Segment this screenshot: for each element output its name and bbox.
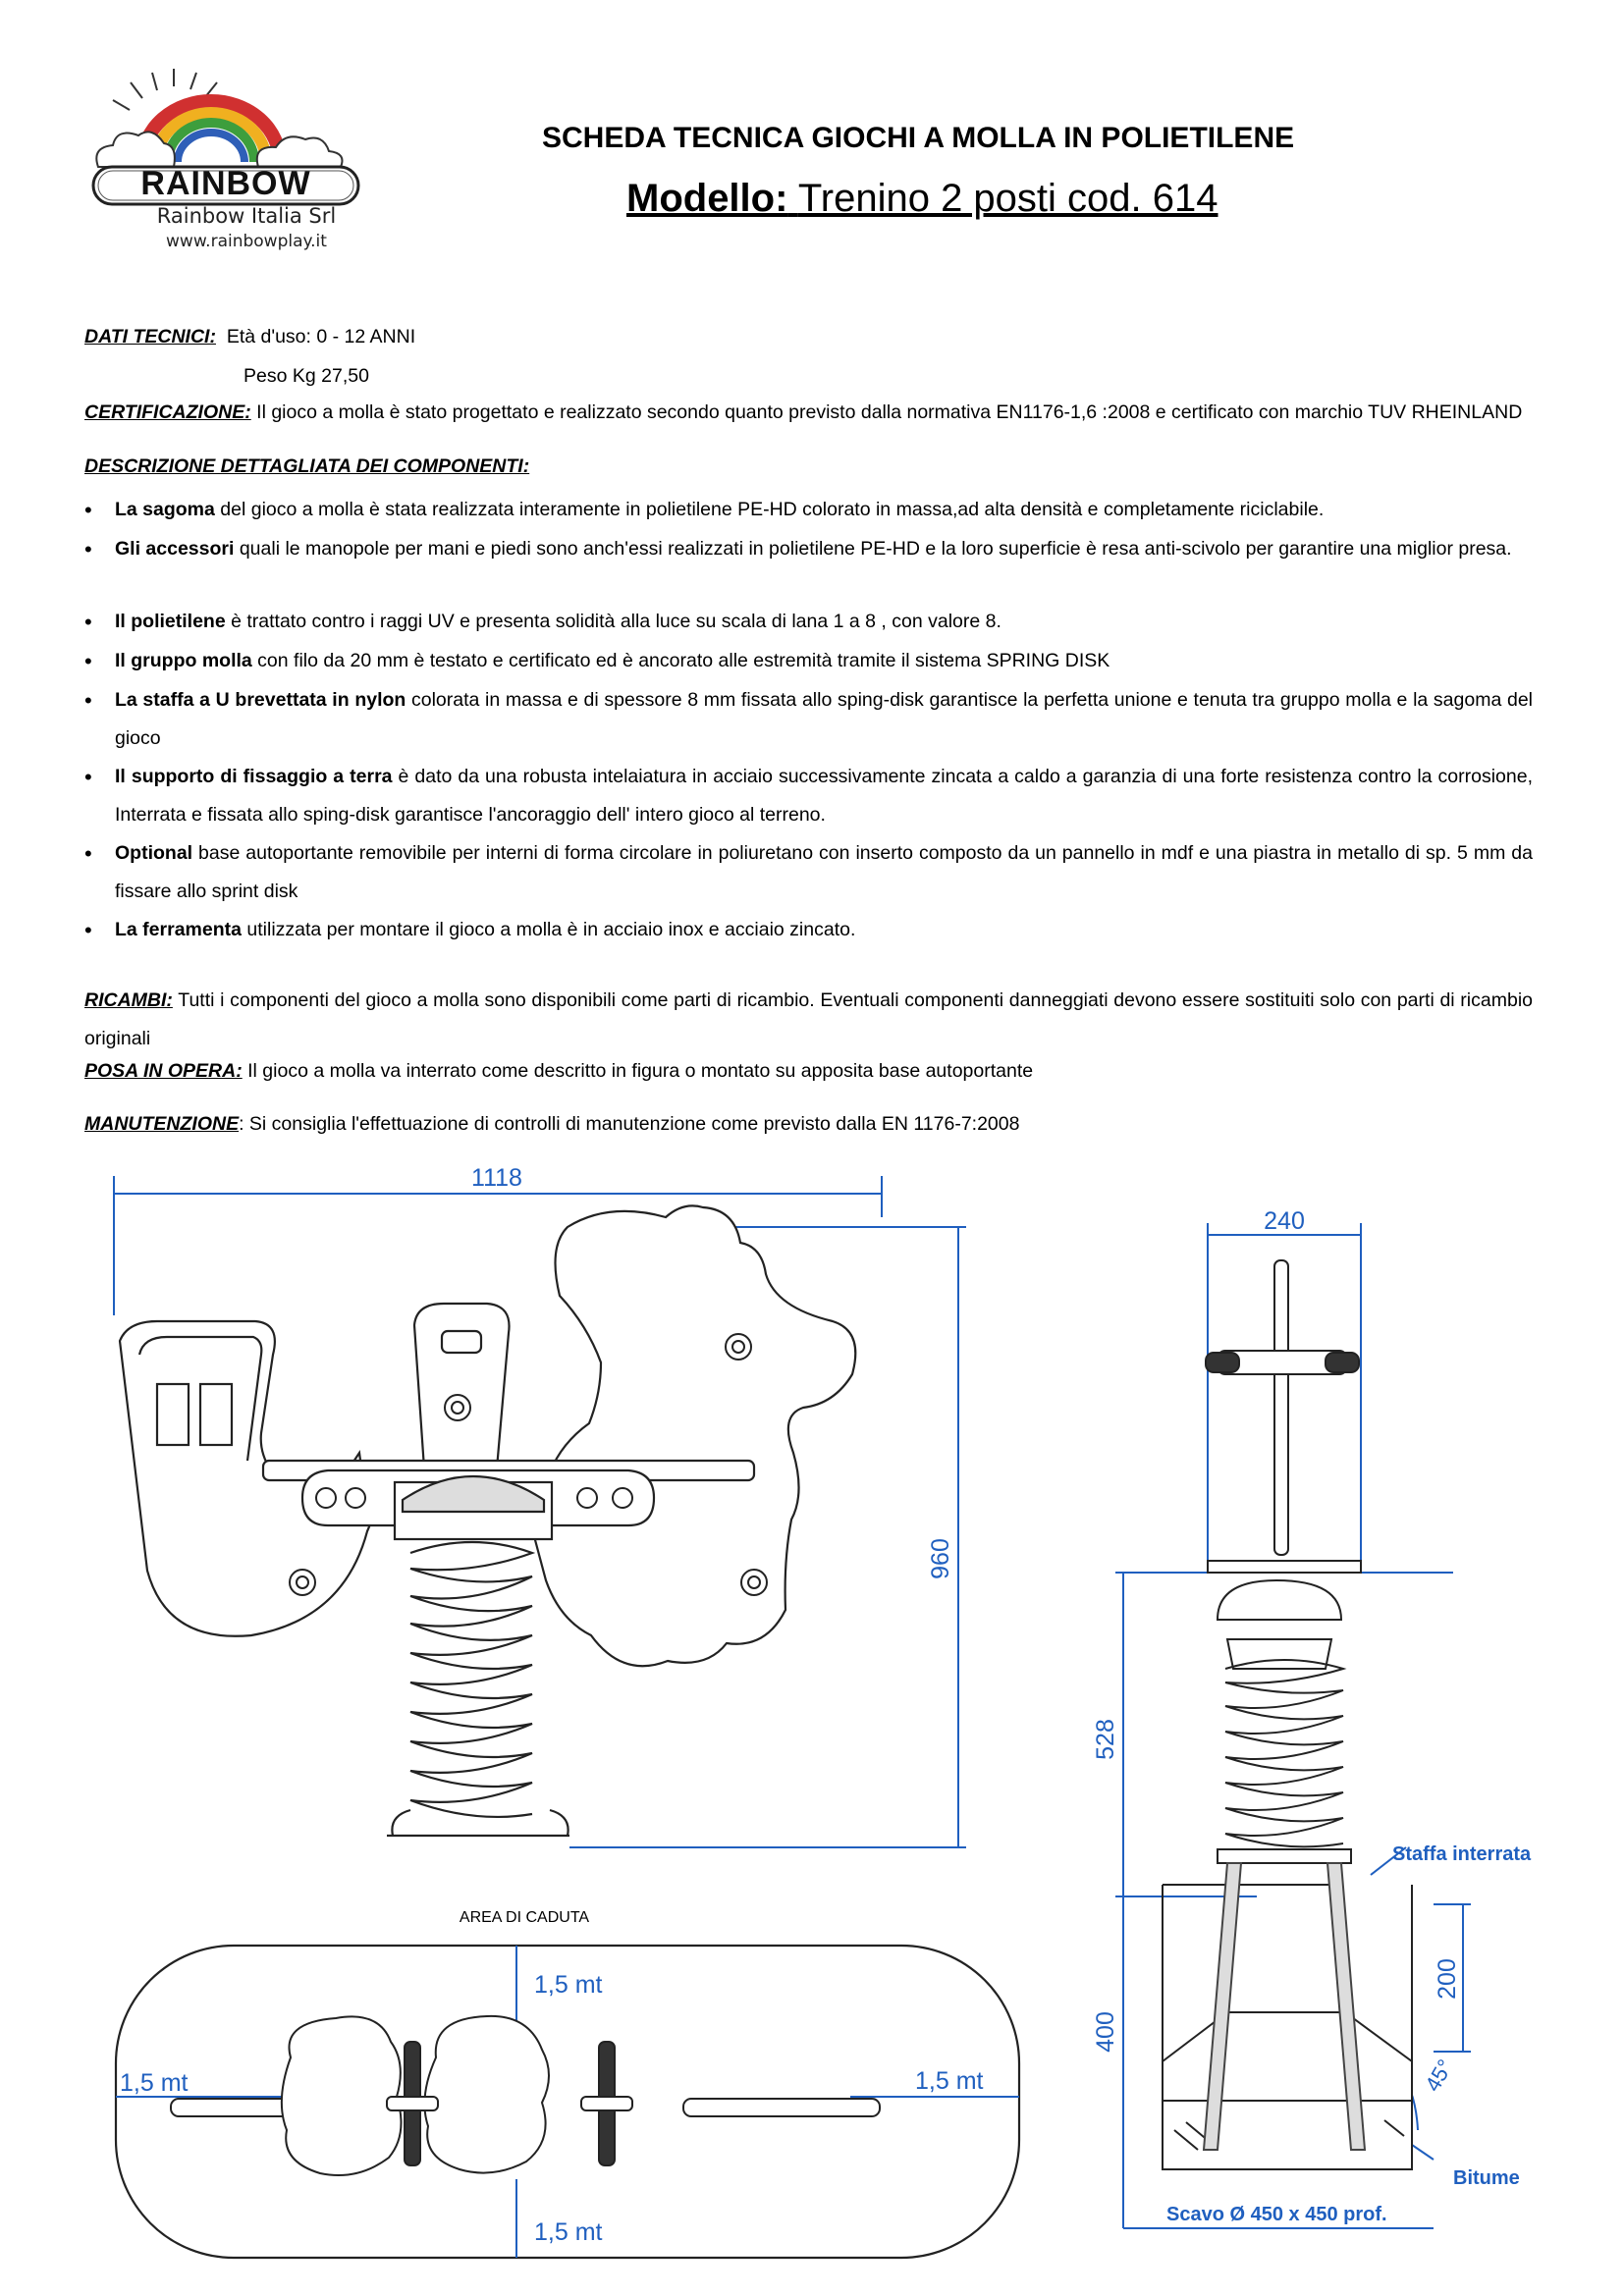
depth-dim: 400	[1092, 2011, 1119, 2053]
component-description: è trattato contro i raggi UV e presenta solidità alla luce su scala di lana 1 a 8 , con valore 8.	[225, 611, 1001, 632]
manutenzione-text: : Si consiglia l'effettuazione di controlli di manutenzione come previsto dalla EN 1176-7:2008	[239, 1113, 1020, 1135]
component-description: del gioco a molla è stata realizzata interamente in polietilene PE-HD colorato in massa,ad alta densità e completamente riciclabile.	[214, 499, 1325, 520]
component-name: La staffa a U brevettata in nylon	[115, 689, 406, 711]
side-view-drawing	[1080, 1207, 1610, 2238]
angle-dim: 45°	[1420, 2055, 1458, 2096]
fall-area-drawing	[94, 1895, 1047, 2277]
component-name: La sagoma	[115, 499, 215, 520]
ricambi-text: Tutti i componenti del gioco a molla sono disponibili come parti di ricambio. Eventuali componenti danneggiati devono essere sostituiti solo con parti di ricambio originali	[84, 989, 1533, 1049]
bullet-dot: •	[84, 537, 92, 561]
posa-label: POSA IN OPERA:	[84, 1060, 243, 1082]
dati-tecnici	[84, 324, 415, 349]
ricambi	[84, 982, 1533, 1058]
staffa-label: Staffa interrata	[1392, 1843, 1532, 1865]
component-item	[84, 758, 1533, 834]
posa-text: Il gioco a molla va interrato come descritto in figura o montato su apposita base autoportante	[247, 1060, 1034, 1082]
component-name: Il gruppo molla	[115, 650, 252, 671]
component-description: quali le manopole per mani e piedi sono anch'essi realizzati in polietilene PE-HD e la loro superficie è resa anti-scivolo per garantire una miglior presa.	[234, 538, 1512, 560]
front-height-dim: 960	[927, 1538, 954, 1579]
component-item	[84, 603, 1533, 641]
model-value: Trenino 2 posti cod. 614	[797, 177, 1218, 220]
component-item	[84, 834, 1533, 911]
logo-website: www.rainbowplay.it	[166, 232, 327, 251]
front-view-drawing	[98, 1158, 982, 1865]
document-title: SCHEDA TECNICA GIOCHI A MOLLA IN POLIETILENE	[542, 122, 1295, 154]
fall-left: 1,5 mt	[120, 2069, 189, 2097]
component-item	[84, 642, 1533, 680]
component-item	[84, 530, 1533, 568]
bullet-dot: •	[84, 649, 92, 673]
bullet-dot: •	[84, 610, 92, 634]
model-label: Modello:	[626, 177, 788, 220]
front-width-dim: 1118	[471, 1164, 522, 1192]
component-name: Gli accessori	[115, 538, 235, 560]
scavo-label: Scavo Ø 450 x 450 prof.	[1166, 2204, 1387, 2225]
fall-bottom: 1,5 mt	[534, 2218, 603, 2246]
component-name: Optional	[115, 842, 193, 864]
component-description: base autoportante removibile per interni di forma circolare in poliuretano con inserto composto da un pannello in mdf e una piastra in metallo di sp. 5 mm da fissare allo sprint disk	[115, 842, 1533, 902]
ricambi-label: RICAMBI:	[84, 989, 173, 1011]
company-logo	[83, 69, 368, 265]
logo-company-name: Rainbow Italia Srl	[156, 204, 337, 228]
component-name: Il supporto di fissaggio a terra	[115, 766, 393, 787]
manutenzione-label: MANUTENZIONE	[84, 1113, 240, 1135]
certificazione	[84, 400, 1533, 425]
certificazione-label: CERTIFICAZIONE:	[84, 401, 251, 423]
dati-tecnici-label: DATI TECNICI:	[84, 326, 216, 347]
posa-in-opera	[84, 1058, 1033, 1084]
logo-brand: RAINBOW	[140, 165, 311, 202]
component-name: Il polietilene	[115, 611, 226, 632]
component-item	[84, 911, 1533, 949]
peso: Peso Kg 27,50	[244, 365, 369, 387]
component-description: utilizzata per montare il gioco a molla è in acciaio inox e acciaio zincato.	[241, 919, 856, 940]
spring-height-dim: 528	[1092, 1719, 1119, 1760]
side-width-dim: 240	[1264, 1207, 1305, 1235]
component-description: con filo da 20 mm è testato e certificato ed è ancorato alle estremità tramite il sistema SPRING DISK	[251, 650, 1110, 671]
staffa-dim: 200	[1434, 1958, 1461, 2000]
component-description: è dato da una robusta intelaiatura in acciaio successivamente zincata a caldo a garanzia di una forte resistenza contro la corrosione, Interrata e fissata allo sping-disk garantisce l'ancoraggio dell' intero gioco al terreno.	[115, 766, 1533, 826]
component-item	[84, 491, 1533, 529]
eta-uso: Età d'uso: 0 - 12 ANNI	[226, 326, 416, 347]
fall-top: 1,5 mt	[534, 1971, 603, 1999]
certificazione-text: Il gioco a molla è stato progettato e realizzato secondo quanto previsto dalla normativa EN1176-1,6 :2008 e certificato con marchio TUV RHEINLAND	[256, 401, 1523, 423]
manutenzione	[84, 1111, 1019, 1137]
descrizione-label: DESCRIZIONE DETTAGLIATA DEI COMPONENTI:	[84, 455, 530, 477]
bullet-dot: •	[84, 498, 92, 522]
fall-area-title: AREA DI CADUTA	[459, 1909, 590, 1926]
component-description: colorata in massa e di spessore 8 mm fissata allo sping-disk garantisce la perfetta unione e tenuta tra gruppo molla e la sagoma del gioco	[115, 689, 1533, 749]
fall-right: 1,5 mt	[915, 2067, 984, 2095]
component-name: La ferramenta	[115, 919, 242, 940]
bullet-dot: •	[84, 918, 92, 942]
bullet-dot: •	[84, 841, 92, 866]
bullet-dot: •	[84, 688, 92, 713]
component-item	[84, 681, 1533, 758]
model-line	[626, 177, 1218, 221]
bullet-dot: •	[84, 765, 92, 789]
bitume-label: Bitume	[1453, 2167, 1520, 2189]
